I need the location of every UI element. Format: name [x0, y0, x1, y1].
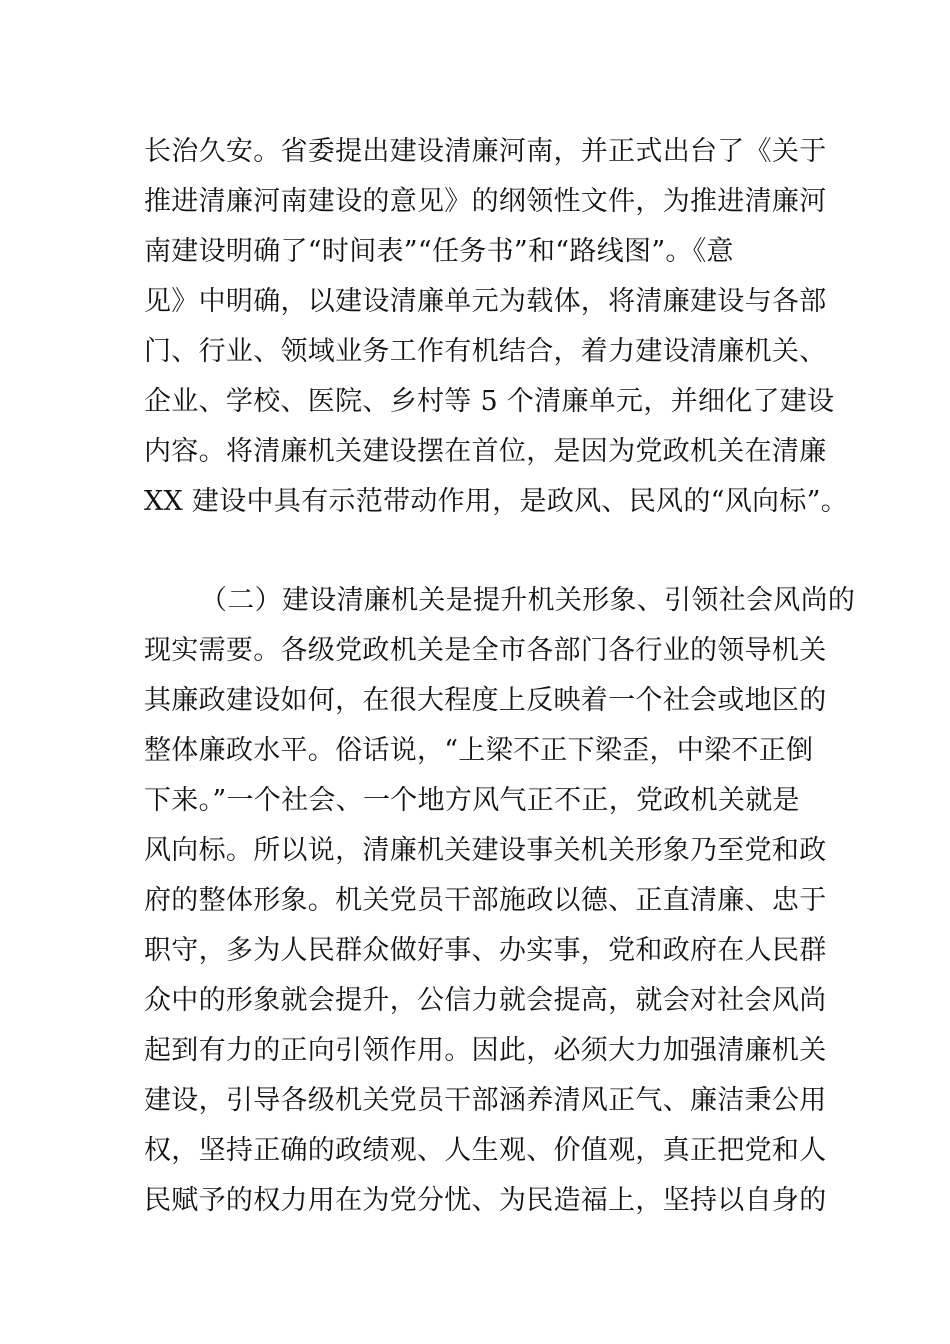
text-line: 府的整体形象。机关党员干部施政以德、正直清廉、忠于 — [144, 885, 827, 916]
text-line: 门、行业、领域业务工作有机结合，着力建设清廉机关、 — [144, 336, 827, 367]
text-line: 内容。将清廉机关建设摆在首位，是因为党政机关在清廉 — [144, 436, 827, 467]
text-line: 风向标。所以说，清廉机关建设事关机关形象乃至党和政 — [144, 835, 827, 866]
text-line: 长治久安。省委提出建设清廉河南，并正式出台了《关于 — [144, 136, 827, 167]
text-line: 其廉政建设如何，在很大程度上反映着一个社会或地区的 — [144, 685, 827, 716]
paragraph-2 — [144, 576, 856, 1226]
text-line: 现实需要。各级党政机关是全市各部门各行业的领导机关 — [144, 635, 827, 666]
text-line: 建设，引导各级机关党员干部涵养清风正气、廉洁秉公用 — [144, 1085, 827, 1116]
text-line: 企业、学校、医院、乡村等 5 个清廉单元，并细化了建设 — [144, 386, 835, 417]
text-line: 下来。”一个社会、一个地方风气正不正，党政机关就是 — [144, 785, 800, 816]
text-line: 南建设明确了“时间表”“任务书”和“路线图”。《意 — [144, 236, 734, 267]
text-line: 民赋予的权力用在为党分忧、为民造福上，坚持以自身的 — [144, 1185, 827, 1216]
text-line: XX 建设中具有示范带动作用，是政风、民风的“风向标”。 — [144, 486, 849, 517]
paragraph-1 — [144, 127, 849, 527]
text-line: 职守，多为人民群众做好事、办实事，党和政府在人民群 — [144, 935, 827, 966]
text-line: 见》中明确，以建设清廉单元为载体，将清廉建设与各部 — [144, 286, 827, 317]
text-line: 众中的形象就会提升，公信力就会提高，就会对社会风尚 — [144, 985, 827, 1016]
text-line: 起到有力的正向引领作用。因此，必须大力加强清廉机关 — [144, 1035, 827, 1066]
text-line: 整体廉政水平。俗话说，“上梁不正下梁歪，中梁不正倒 — [144, 735, 814, 766]
paragraph-heading-line: （二）建设清廉机关是提升机关形象、引领社会风尚的 — [200, 585, 856, 616]
text-line: 推进清廉河南建设的意见》的纲领性文件，为推进清廉河 — [144, 186, 827, 217]
text-line: 权，坚持正确的政绩观、人生观、价值观，真正把党和人 — [144, 1135, 827, 1166]
